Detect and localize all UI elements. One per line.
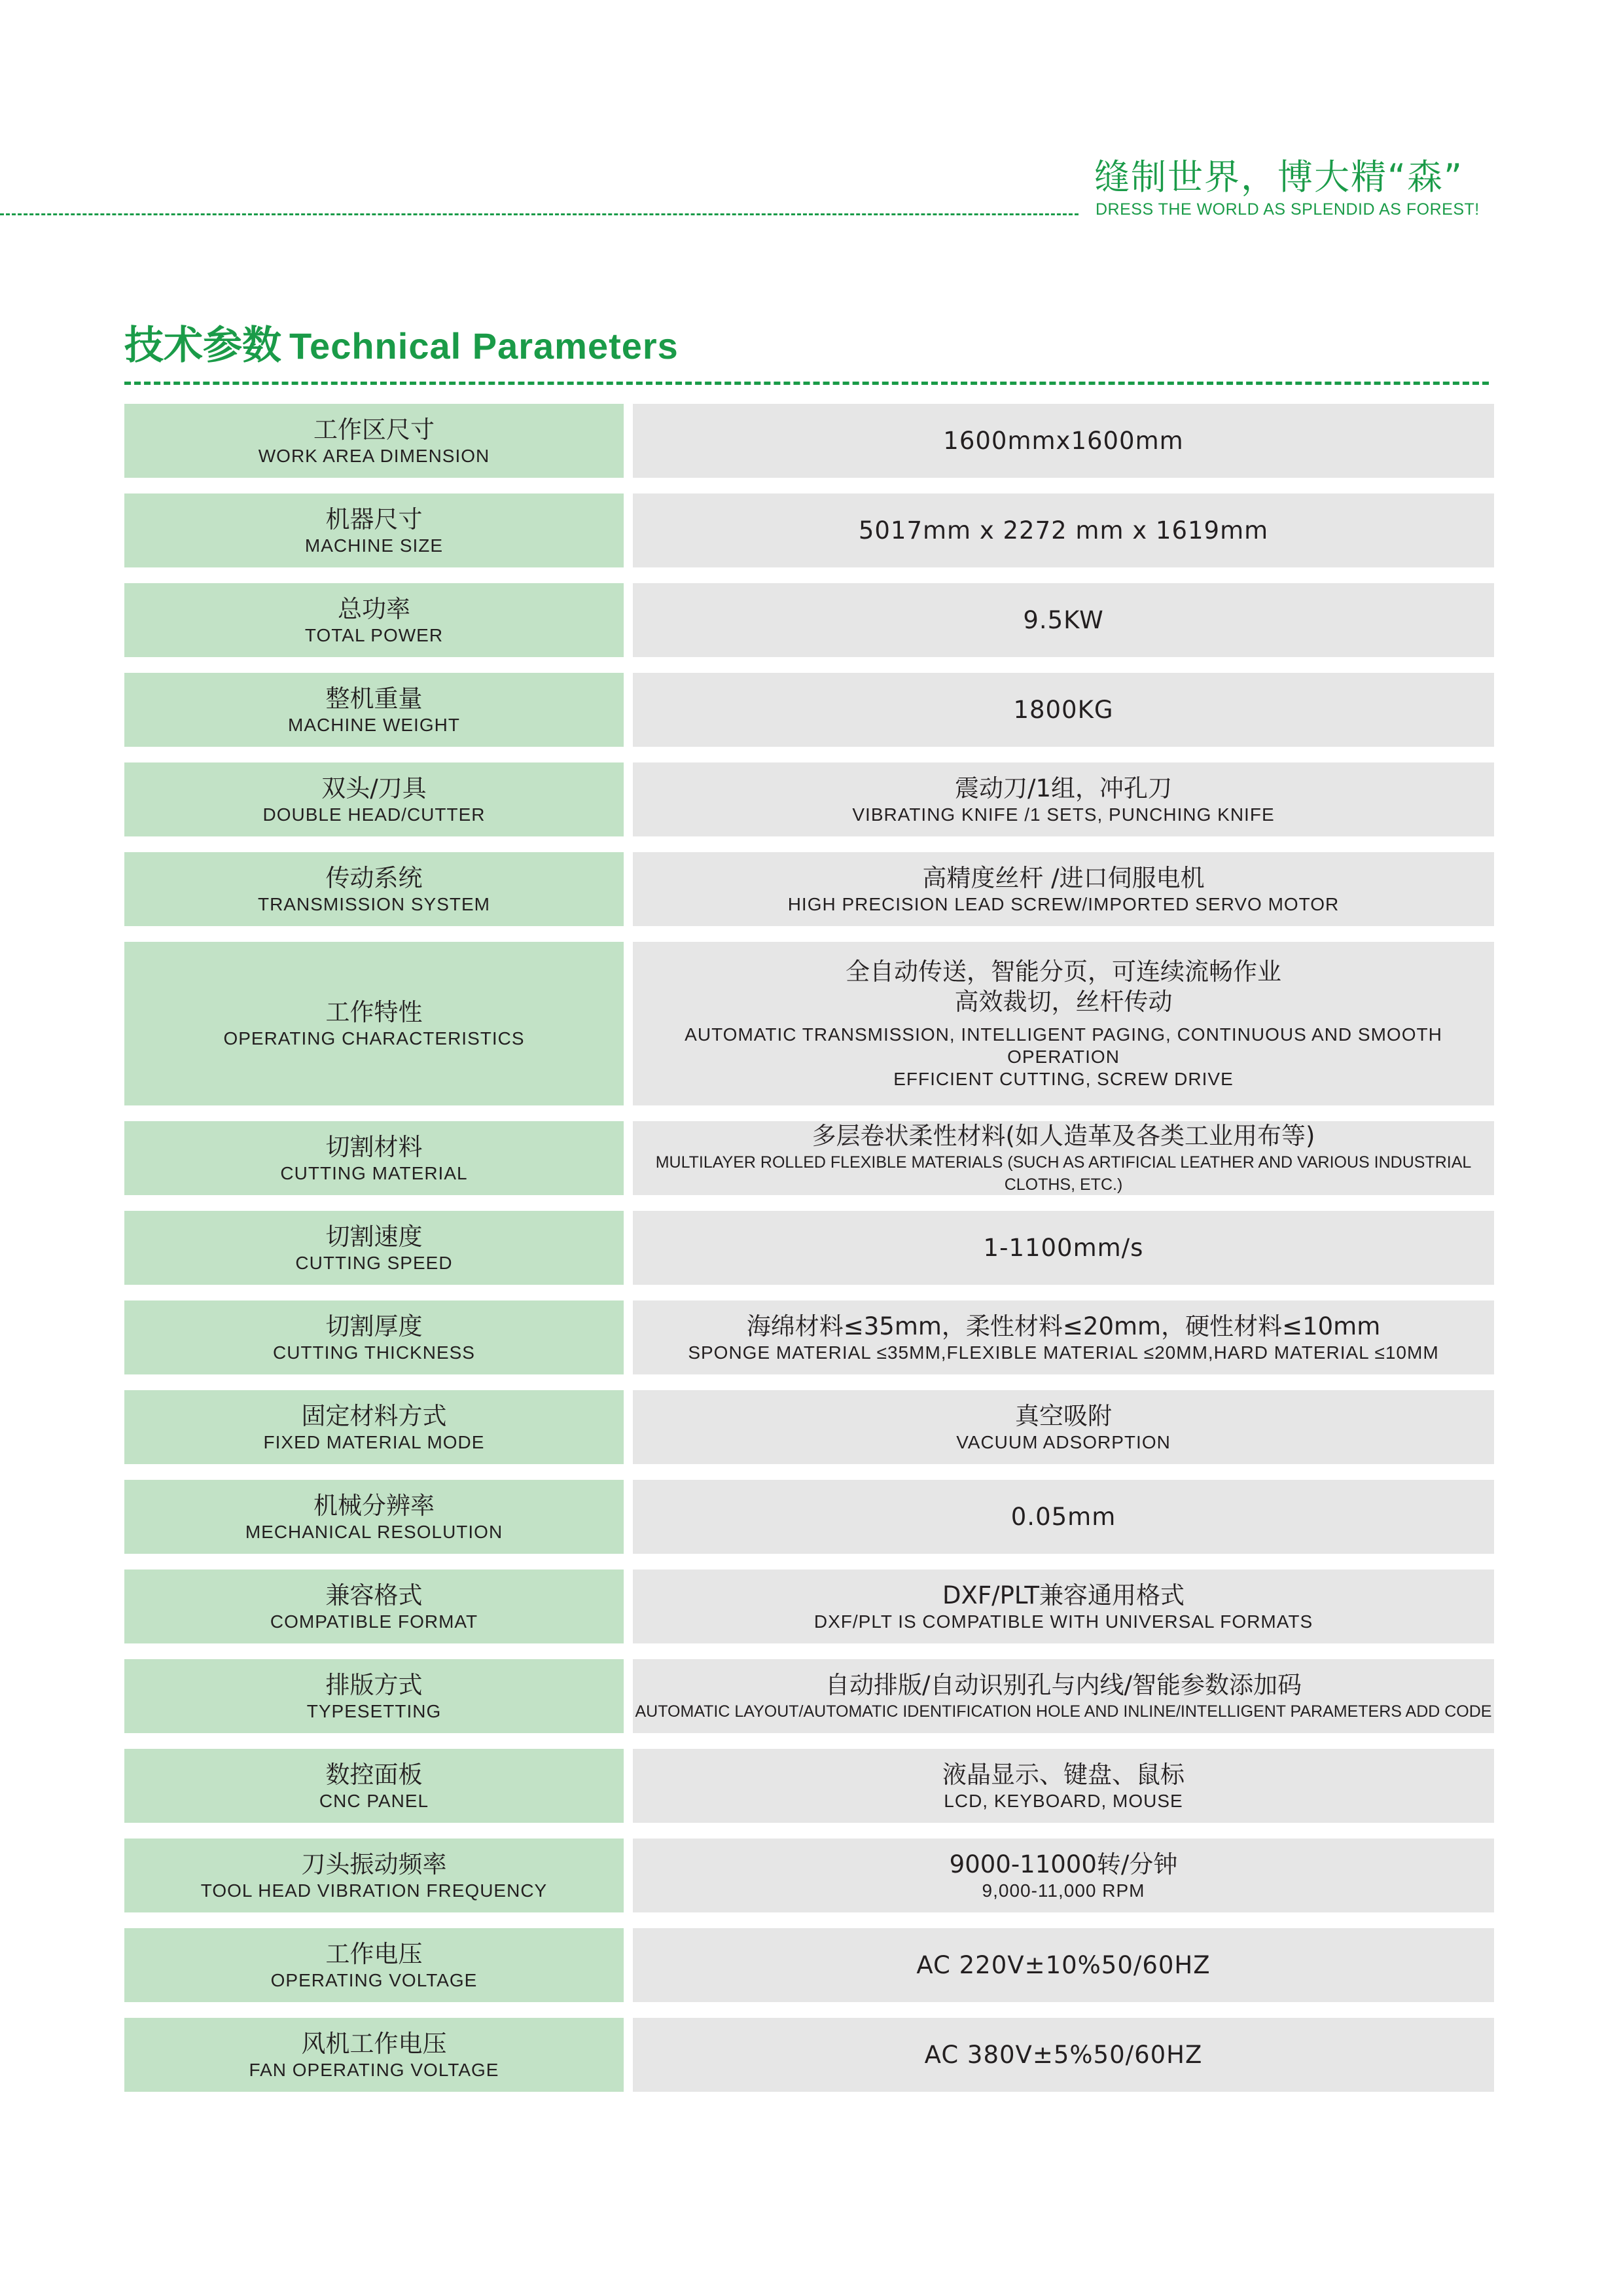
spec-label [124,942,624,1105]
spec-label-en: TRANSMISSION SYSTEM [257,893,491,914]
spec-value-text: AC 220V±10%50/60HZ [916,1951,1211,1979]
spec-label-cn: 切割材料 [325,1132,423,1161]
section-heading [124,314,679,370]
spec-row [124,1928,1494,2002]
spec-row [124,1749,1494,1823]
spec-label [124,404,624,478]
spec-label-en: WORK AREA DIMENSION [258,445,490,466]
spec-value-cn: 9000-11000转/分钟 [949,1850,1178,1878]
spec-row [124,583,1494,657]
spec-value [633,493,1494,567]
spec-value [633,1570,1494,1643]
spec-row [124,762,1494,836]
slogan-header [0,149,1623,228]
spec-value [633,1928,1494,2002]
spec-value [633,942,1494,1105]
spec-value-en: 9,000-11,000 RPM [982,1880,1145,1901]
slogan-english: DRESS THE WORLD AS SPLENDID AS FOREST! [1096,200,1480,219]
spec-label [124,1570,624,1643]
spec-value [633,1749,1494,1823]
spec-label [124,1211,624,1285]
spec-value-en: AUTOMATIC LAYOUT/AUTOMATIC IDENTIFICATION HOLE AND INLINE/INTELLIGENT PARAMETERS ADD CODE [635,1702,1492,1721]
heading-chinese: 技术参数 [124,323,281,368]
spec-label-cn: 工作区尺寸 [313,415,435,444]
spec-value-en: HIGH PRECISION LEAD SCREW/IMPORTED SERVO MOTOR [787,893,1340,914]
spec-value-cn: 真空吸附 [1015,1401,1112,1430]
spec-label [124,583,624,657]
spec-label-cn: 切割厚度 [325,1312,423,1340]
spec-value-en: AUTOMATIC TRANSMISSION, INTELLIGENT PAGING, CONTINUOUS AND SMOOTH OPERATION [685,1024,1442,1067]
spec-label-en: OPERATING CHARACTERISTICS [223,1028,525,1049]
spec-label-en: FAN OPERATING VOLTAGE [249,2059,499,2080]
spec-value [633,2018,1494,2092]
spec-label [124,1300,624,1374]
spec-row [124,1390,1494,1464]
spec-label [124,1659,624,1733]
spec-label-cn: 总功率 [338,594,410,623]
spec-label-cn: 整机重量 [325,684,423,713]
spec-label-en: MACHINE WEIGHT [288,714,460,735]
spec-value-cn: 海绵材料≤35mm，柔性材料≤20mm，硬性材料≤10mm [746,1312,1381,1340]
spec-value-text: AC 380V±5%50/60HZ [924,2041,1203,2069]
spec-value-text: 9.5KW [1023,606,1104,634]
spec-label-cn: 机械分辨率 [313,1491,435,1520]
heading-english: Technical Parameters [289,325,679,367]
spec-label-en: FIXED MATERIAL MODE [263,1431,485,1452]
spec-row [124,493,1494,567]
spec-value [633,1839,1494,1912]
slogan-chinese: 缝制世界，博大精“森” [1094,156,1463,198]
spec-label-en: COMPATIBLE FORMAT [270,1611,478,1632]
spec-row [124,1570,1494,1643]
spec-label-en: TOOL HEAD VIBRATION FREQUENCY [200,1880,548,1901]
spec-label-cn: 固定材料方式 [301,1401,447,1430]
spec-label [124,852,624,926]
spec-row [124,1121,1494,1195]
spec-row [124,673,1494,747]
header-dashed-rule [0,213,1079,215]
spec-value-text: 0.05mm [1010,1503,1116,1531]
spec-label-cn: 数控面板 [325,1760,423,1789]
spec-value [633,762,1494,836]
spec-value-en: DXF/PLT IS COMPATIBLE WITH UNIVERSAL FORMATS [813,1611,1313,1632]
spec-value-text: 5017mm x 2272 mm x 1619mm [858,516,1269,545]
spec-value [633,673,1494,747]
spec-label-cn: 排版方式 [325,1670,423,1699]
spec-label [124,673,624,747]
spec-value-cn: 液晶显示、键盘、鼠标 [942,1760,1185,1789]
spec-label [124,1749,624,1823]
spec-label [124,1121,624,1195]
spec-label-en: DOUBLE HEAD/CUTTER [262,804,486,825]
spec-value-text: 1-1100mm/s [983,1234,1144,1262]
spec-label-en: TOTAL POWER [304,624,444,645]
spec-value-cn: 震动刀/1组，冲孔刀 [954,774,1172,802]
spec-value-en: EFFICIENT CUTTING, SCREW DRIVE [893,1069,1234,1089]
spec-value [633,1300,1494,1374]
spec-value-cn: 全自动传送，智能分页，可连续流畅作业 [846,958,1281,986]
spec-label-cn: 机器尺寸 [325,505,423,533]
spec-label-cn: 工作特性 [325,998,423,1026]
spec-value-cn: 高精度丝杆 /进口伺服电机 [922,863,1205,892]
spec-row [124,852,1494,926]
spec-value [633,1659,1494,1733]
spec-label [124,493,624,567]
spec-row [124,1839,1494,1912]
spec-value [633,1480,1494,1554]
spec-label-en: MECHANICAL RESOLUTION [245,1521,503,1542]
spec-row [124,1480,1494,1554]
spec-label-en: OPERATING VOLTAGE [270,1969,478,1990]
spec-label-en: CUTTING SPEED [295,1252,453,1273]
spec-row [124,1300,1494,1374]
spec-label-cn: 刀头振动频率 [301,1850,447,1878]
spec-value-cn: 多层卷状柔性材料(如人造革及各类工业用布等) [812,1121,1315,1150]
spec-label [124,1839,624,1912]
spec-value-en: SPONGE MATERIAL ≤35MM,FLEXIBLE MATERIAL ≤20MM,HARD MATERIAL ≤10MM [688,1342,1439,1363]
spec-label-cn: 切割速度 [325,1222,423,1251]
spec-label [124,2018,624,2092]
spec-value [633,1121,1494,1195]
spec-value [633,1211,1494,1285]
spec-label [124,762,624,836]
spec-label [124,1928,624,2002]
spec-value-en: VIBRATING KNIFE /1 SETS, PUNCHING KNIFE [852,804,1275,825]
spec-value-cn: DXF/PLT兼容通用格式 [942,1581,1185,1609]
spec-table [124,404,1494,2108]
spec-row [124,1659,1494,1733]
spec-label [124,1390,624,1464]
spec-value-text: 1800KG [1013,696,1114,724]
spec-label-cn: 兼容格式 [325,1581,423,1609]
spec-value [633,1390,1494,1464]
spec-label-en: CUTTING MATERIAL [280,1162,468,1183]
spec-label-cn: 传动系统 [325,863,423,892]
spec-value [633,404,1494,478]
spec-label-en: TYPESETTING [306,1700,442,1721]
spec-row [124,404,1494,478]
spec-label [124,1480,624,1554]
spec-label-en: MACHINE SIZE [304,535,444,556]
spec-value [633,583,1494,657]
spec-label-cn: 双头/刀具 [321,774,427,802]
spec-label-cn: 风机工作电压 [301,2029,447,2058]
spec-value [633,852,1494,926]
spec-value-text: 1600mmx1600mm [943,427,1184,455]
spec-value-cn: 高效裁切，丝杆传动 [954,988,1173,1016]
spec-value-cn: 自动排版/自动识别孔与内线/智能参数添加码 [825,1670,1302,1699]
spec-row [124,2018,1494,2092]
spec-value-en: MULTILAYER ROLLED FLEXIBLE MATERIALS (SUCH AS ARTIFICIAL LEATHER AND VARIOUS INDUSTRIAL CLOTHS, ETC.) [655,1153,1472,1194]
spec-row [124,1211,1494,1285]
spec-row [124,942,1494,1105]
spec-value-en: LCD, KEYBOARD, MOUSE [944,1790,1183,1811]
spec-value-en: VACUUM ADSORPTION [956,1431,1171,1452]
spec-label-en: CNC PANEL [319,1790,429,1811]
spec-label-en: CUTTING THICKNESS [273,1342,475,1363]
spec-label-cn: 工作电压 [325,1939,423,1968]
heading-dashed-rule [124,382,1489,385]
